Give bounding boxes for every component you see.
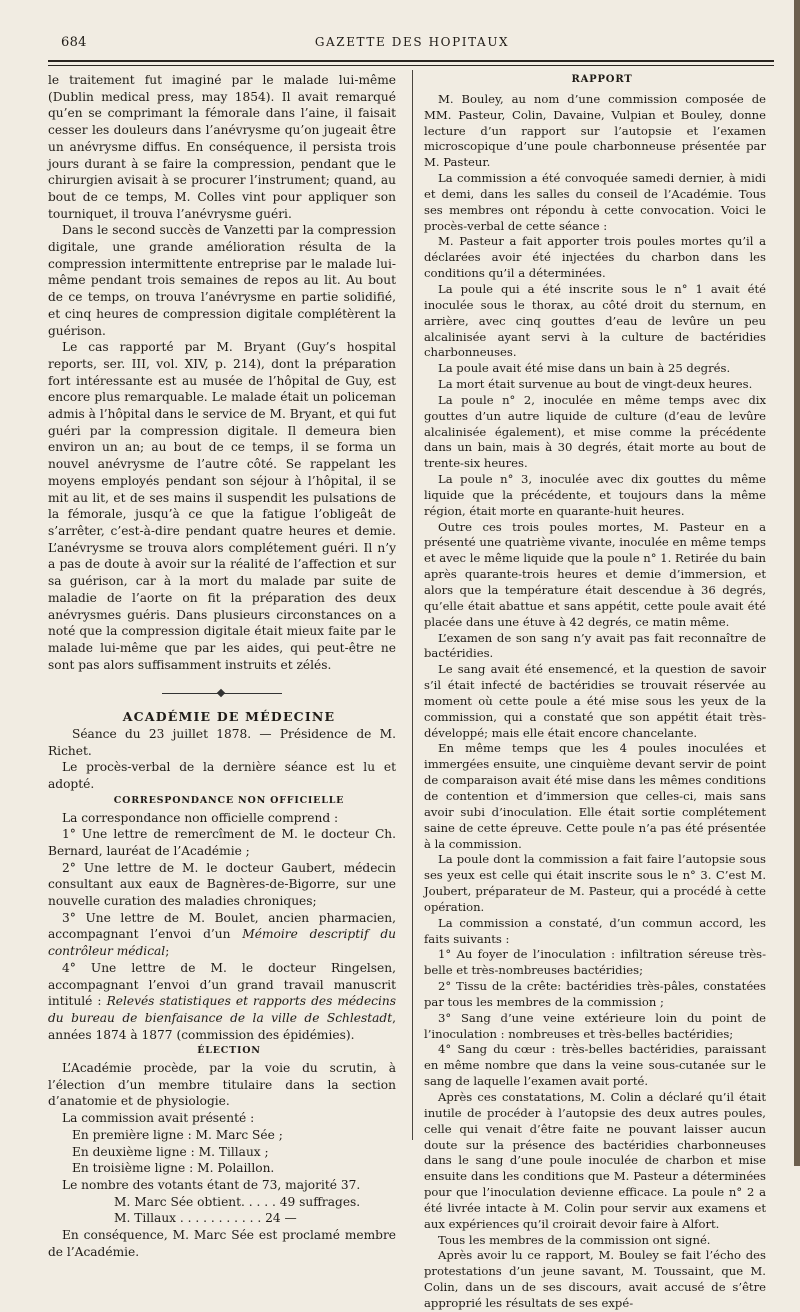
minutes-line: Le procès-verbal de la dernière séance est lu et adopté. xyxy=(48,760,396,792)
subheading: ÉLECTION xyxy=(197,1045,261,1057)
paragraph: Le nombre des votants étant de 73, majorité 37. xyxy=(62,1178,361,1192)
list-item: 1° Au foyer de l’inoculation : infiltration séreuse très-belle et très-nombreuses bactéridies; xyxy=(424,947,766,978)
paragraph: L’Académie procède, par la voie du scrutin, à l’élection d’un membre titulaire dans la section d’anatomie et de physiologie. xyxy=(48,1061,396,1109)
list-item: 4° Sang du cœur : très-belles bactéridies, paraissant en même nombre que dans la veine sous-cutanée sur le sang de laquelle l’examen avait porté. xyxy=(424,1042,766,1089)
left-column xyxy=(48,72,396,1261)
paragraph: Dans le second succès de Vanzetti par la compression digitale, une grande amélioration résulta de la compression intermittente entreprise par le malade lui-même pendant trois semaines de repos au lit. Au bout de ce temps, on trouva l’anévrysme en partie solidifié, et cinq heures de compression digitale complétèrent la guérison. xyxy=(48,223,396,338)
right-column xyxy=(424,72,766,1312)
paragraph: L’examen de son sang n’y avait pas fait reconnaître de bactéridies. xyxy=(424,630,766,661)
list-item: 1° Une lettre de remercîment de M. le docteur Ch. Bernard, lauréat de l’Académie ; xyxy=(48,827,396,858)
paragraph: La commission avait présenté : xyxy=(62,1111,255,1126)
subheading: RAPPORT xyxy=(571,74,633,85)
paragraph: Outre ces trois poules mortes, M. Pasteur en a présenté une quatrième vivante, inoculée en même temps et avec le même liquide que la poule n° 1. Retirée du bain après quarante-trois heures et demie d’immersion, et alors que la température était descendue à 36 degrés, qu’elle était abattue et sans appétit, cette poule avait été placée dans une étuve à 42 degrés, ce matin même. xyxy=(424,519,766,629)
italic-title: Mémoire descriptif du contrôleur médical xyxy=(48,927,396,959)
paragraph: La commission a constaté, d’un commun accord, les faits suivants : xyxy=(424,915,766,946)
subheading: CORRESPONDANCE NON OFFICIELLE xyxy=(113,794,345,806)
list-item: 3° Sang d’une veine extérieure loin du point de l’inoculation : nombreuses et très-belles bactéridies; xyxy=(424,1010,766,1041)
list-item xyxy=(48,960,396,1044)
list-item: 2° Une lettre de M. le docteur Gaubert, médecin consultant aux eaux de Bagnères-de-Bigorre, sur une nouvelle curation des maladies chroniques; xyxy=(48,860,396,909)
paragraph: La poule dont la commission a fait faire l’autopsie sous ses yeux est celle qui était inscrite sous le n° 3. C’est M. Joubert, préparateur de M. Pasteur, qui a procédé à cette opération. xyxy=(424,852,766,914)
paragraph: La poule qui a été inscrite sous le n° 1 avait été inoculée sous le thorax, au côté droit du sternum, en arrière, avec cinq gouttes d’eau de levûre un peu alcalinisée ayant servi à la culture de bactéridies charbonneuses. xyxy=(424,281,766,360)
list-item: En deuxième ligne : M. Tillaux ; xyxy=(72,1144,269,1159)
list-item xyxy=(48,910,396,960)
column-divider xyxy=(412,70,413,1140)
paragraph: En conséquence, M. Marc Sée est proclamé membre de l’Académie. xyxy=(48,1228,396,1259)
paragraph: Le cas rapporté par M. Bryant (Guy’s hospital reports, ser. III, vol. XIV, p. 214), dont la préparation fort intéressante est au musée de l’hôpital de Guy, est encore plus remarquable. Le malade était un policeman admis à l’hôpital dans le service de M. Bryant, et qui fut guéri par la compression digitale. Il demeura bien environ un an; au bout de ce temps, il se forma un nouvel anévrysme de l’autre côté. Se rappelant les moyens employés pendant son séjour à l’hôpital, il se mit au lit, et de ses mains il suspendit les pulsations de la fémorale, jusqu’à ce que la fatigue l’obligeât de s’arrêter, c’est-à-dire pendant quatre heures et demie. L’anévrysme se trouva alors complétement guéri. Il n’y a pas de doute à avoir sur la réalité de l’affection et sur sa guérison, car à la mort du malade par suite de maladie de l’aorte on fit la préparation des deux anévrysmes guéris. Dans plusieurs circonstances on a noté que la compression digitale était mieux faite par le malade lui-même que par les aides, qui peut-être ne sont pas alors suffisamment instruits et zélés. xyxy=(48,340,396,672)
page-number: 684 xyxy=(61,35,87,50)
paragraph: La poule n° 2, inoculée en même temps avec dix gouttes d’un autre liquide de culture (d’eau de levûre alcalinisée également), et mise comme la précédente dans un bain, mais à 30 degrés, était morte au bout de trente-six heures. xyxy=(424,392,766,471)
paragraph: La poule n° 3, inoculée avec dix gouttes du même liquide que la précédente, et toujours dans la même région, était morte en quarante-huit heures. xyxy=(424,472,766,518)
section-separator xyxy=(162,689,282,697)
page-edge xyxy=(794,0,800,1166)
text-run: ; xyxy=(165,944,170,959)
paragraph: M. Bouley, au nom d’une commission composée de MM. Pasteur, Colin, Davaine, Vulpian et Bouley, donne lecture d’un rapport sur l’autopsie et l’examen microscopique d’une poule charbonneuse présentée par M. Pasteur. xyxy=(424,91,766,170)
vote-line: M. Marc Sée obtient. . . . . 49 suffrages. xyxy=(114,1194,361,1209)
paragraph: le traitement fut imaginé par le malade lui-même (Dublin medical press, may 1854). Il avait remarqué qu’en se comprimant la fémorale dans l’aine, il faisait cesser les douleurs dans l’anévrysme qu’on jugeait être un anévrysme diffus. En conséquence, il persista trois jours durant à se faire la compression, pendant que le chirurgien avisait à se procurer l’instrument; quand, au bout de ce temps, M. Colles vint pour appliquer son tourniquet, il trouva l’anévrysme guéri. xyxy=(48,73,396,221)
paragraph: Le sang avait été ensemencé, et la question de savoir s’il était infecté de bactéridies se trouvait réservée au moment où cette poule a été mise sous les yeux de la commission, qui a constaté que son appétit était très-développé; mais elle était encore chancelante. xyxy=(424,662,766,740)
list-item: En troisième ligne : M. Polaillon. xyxy=(72,1161,275,1176)
text-run: , années 1874 à 1877 (commission des épidémies). xyxy=(48,1010,396,1042)
page-header xyxy=(56,34,768,54)
vote-line: M. Tillaux . . . . . . . . . . . 24 — xyxy=(114,1211,297,1226)
session-line: Séance du 23 juillet 1878. — Présidence de M. Richet. xyxy=(48,727,396,758)
paragraph: Après ces constatations, M. Colin a déclaré qu’il était inutile de procéder à l’autopsie des deux autres poules, celle qui venait d’être faite ne pouvant laisser aucun doute sur la présence des bactéridies charbonneuses dans le sang d’une poule inoculée de charbon et mise ensuite dans les conditions que M. Pasteur a déterminées pour que l’inoculation devienne efficace. La poule n° 2 a été livrée intacte à M. Colin pour servir aux examens et aux expériences qu’il croirait devoir faire à Alfort. xyxy=(424,1090,766,1231)
italic-title: Relevés statistiques et rapports des médecins du bureau de bienfaisance de la ville de Schlestadt xyxy=(48,994,396,1025)
list-item: 2° Tissu de la crête: bactéridies très-pâles, constatées par tous les membres de la commission ; xyxy=(424,979,766,1009)
paragraph: La mort était survenue au bout de vingt-deux heures. xyxy=(438,377,753,392)
paragraph: Après avoir lu ce rapport, M. Bouley se fait l’écho des protestations d’un jeune savant, M. Toussaint, que M. Colin, dans un de ses discours, avait accusé de s’être approprié les résultats de ses expé- xyxy=(424,1248,766,1310)
text-run: 4° Une lettre de M. le docteur Ringelsen, accompagnant l’envoi d’un grand travail manuscrit intitulé : xyxy=(48,960,396,1009)
section-title: ACADÉMIE DE MÉDECINE xyxy=(122,709,336,725)
paragraph: La correspondance non officielle comprend : xyxy=(62,810,339,825)
header-rule xyxy=(48,60,774,66)
paragraph: En même temps que les 4 poules inoculées et immergées ensuite, une cinquième devant servir de point de comparaison avait été mise dans les mêmes conditions de contention et d’immersion que celles-ci, mais sans avoir subi d’inoculation. Elle était sortie complétement saine de cette épreuve. Cette poule n’a pas été présentée à la commission. xyxy=(424,741,766,851)
list-item: En première ligne : M. Marc Sée ; xyxy=(72,1127,283,1142)
paragraph: Tous les membres de la commission ont signé. xyxy=(438,1232,711,1247)
paragraph: La poule avait été mise dans un bain à 25 degrés. xyxy=(438,361,731,376)
text-run: 3° Une lettre de M. Boulet, ancien pharmacien, accompagnant l’envoi d’un xyxy=(48,910,396,942)
paragraph: M. Pasteur a fait apporter trois poules mortes qu’il a déclarées avoir été injectées du charbon dans les conditions qu’il a déterminées. xyxy=(424,234,766,281)
journal-title: GAZETTE DES HOPITAUX xyxy=(314,35,510,49)
paragraph: La commission a été convoquée samedi dernier, à midi et demi, dans les salles du conseil de l’Académie. Tous ses membres ont répondu à cette convocation. Voici le procès-verbal de cette séance : xyxy=(424,171,766,233)
